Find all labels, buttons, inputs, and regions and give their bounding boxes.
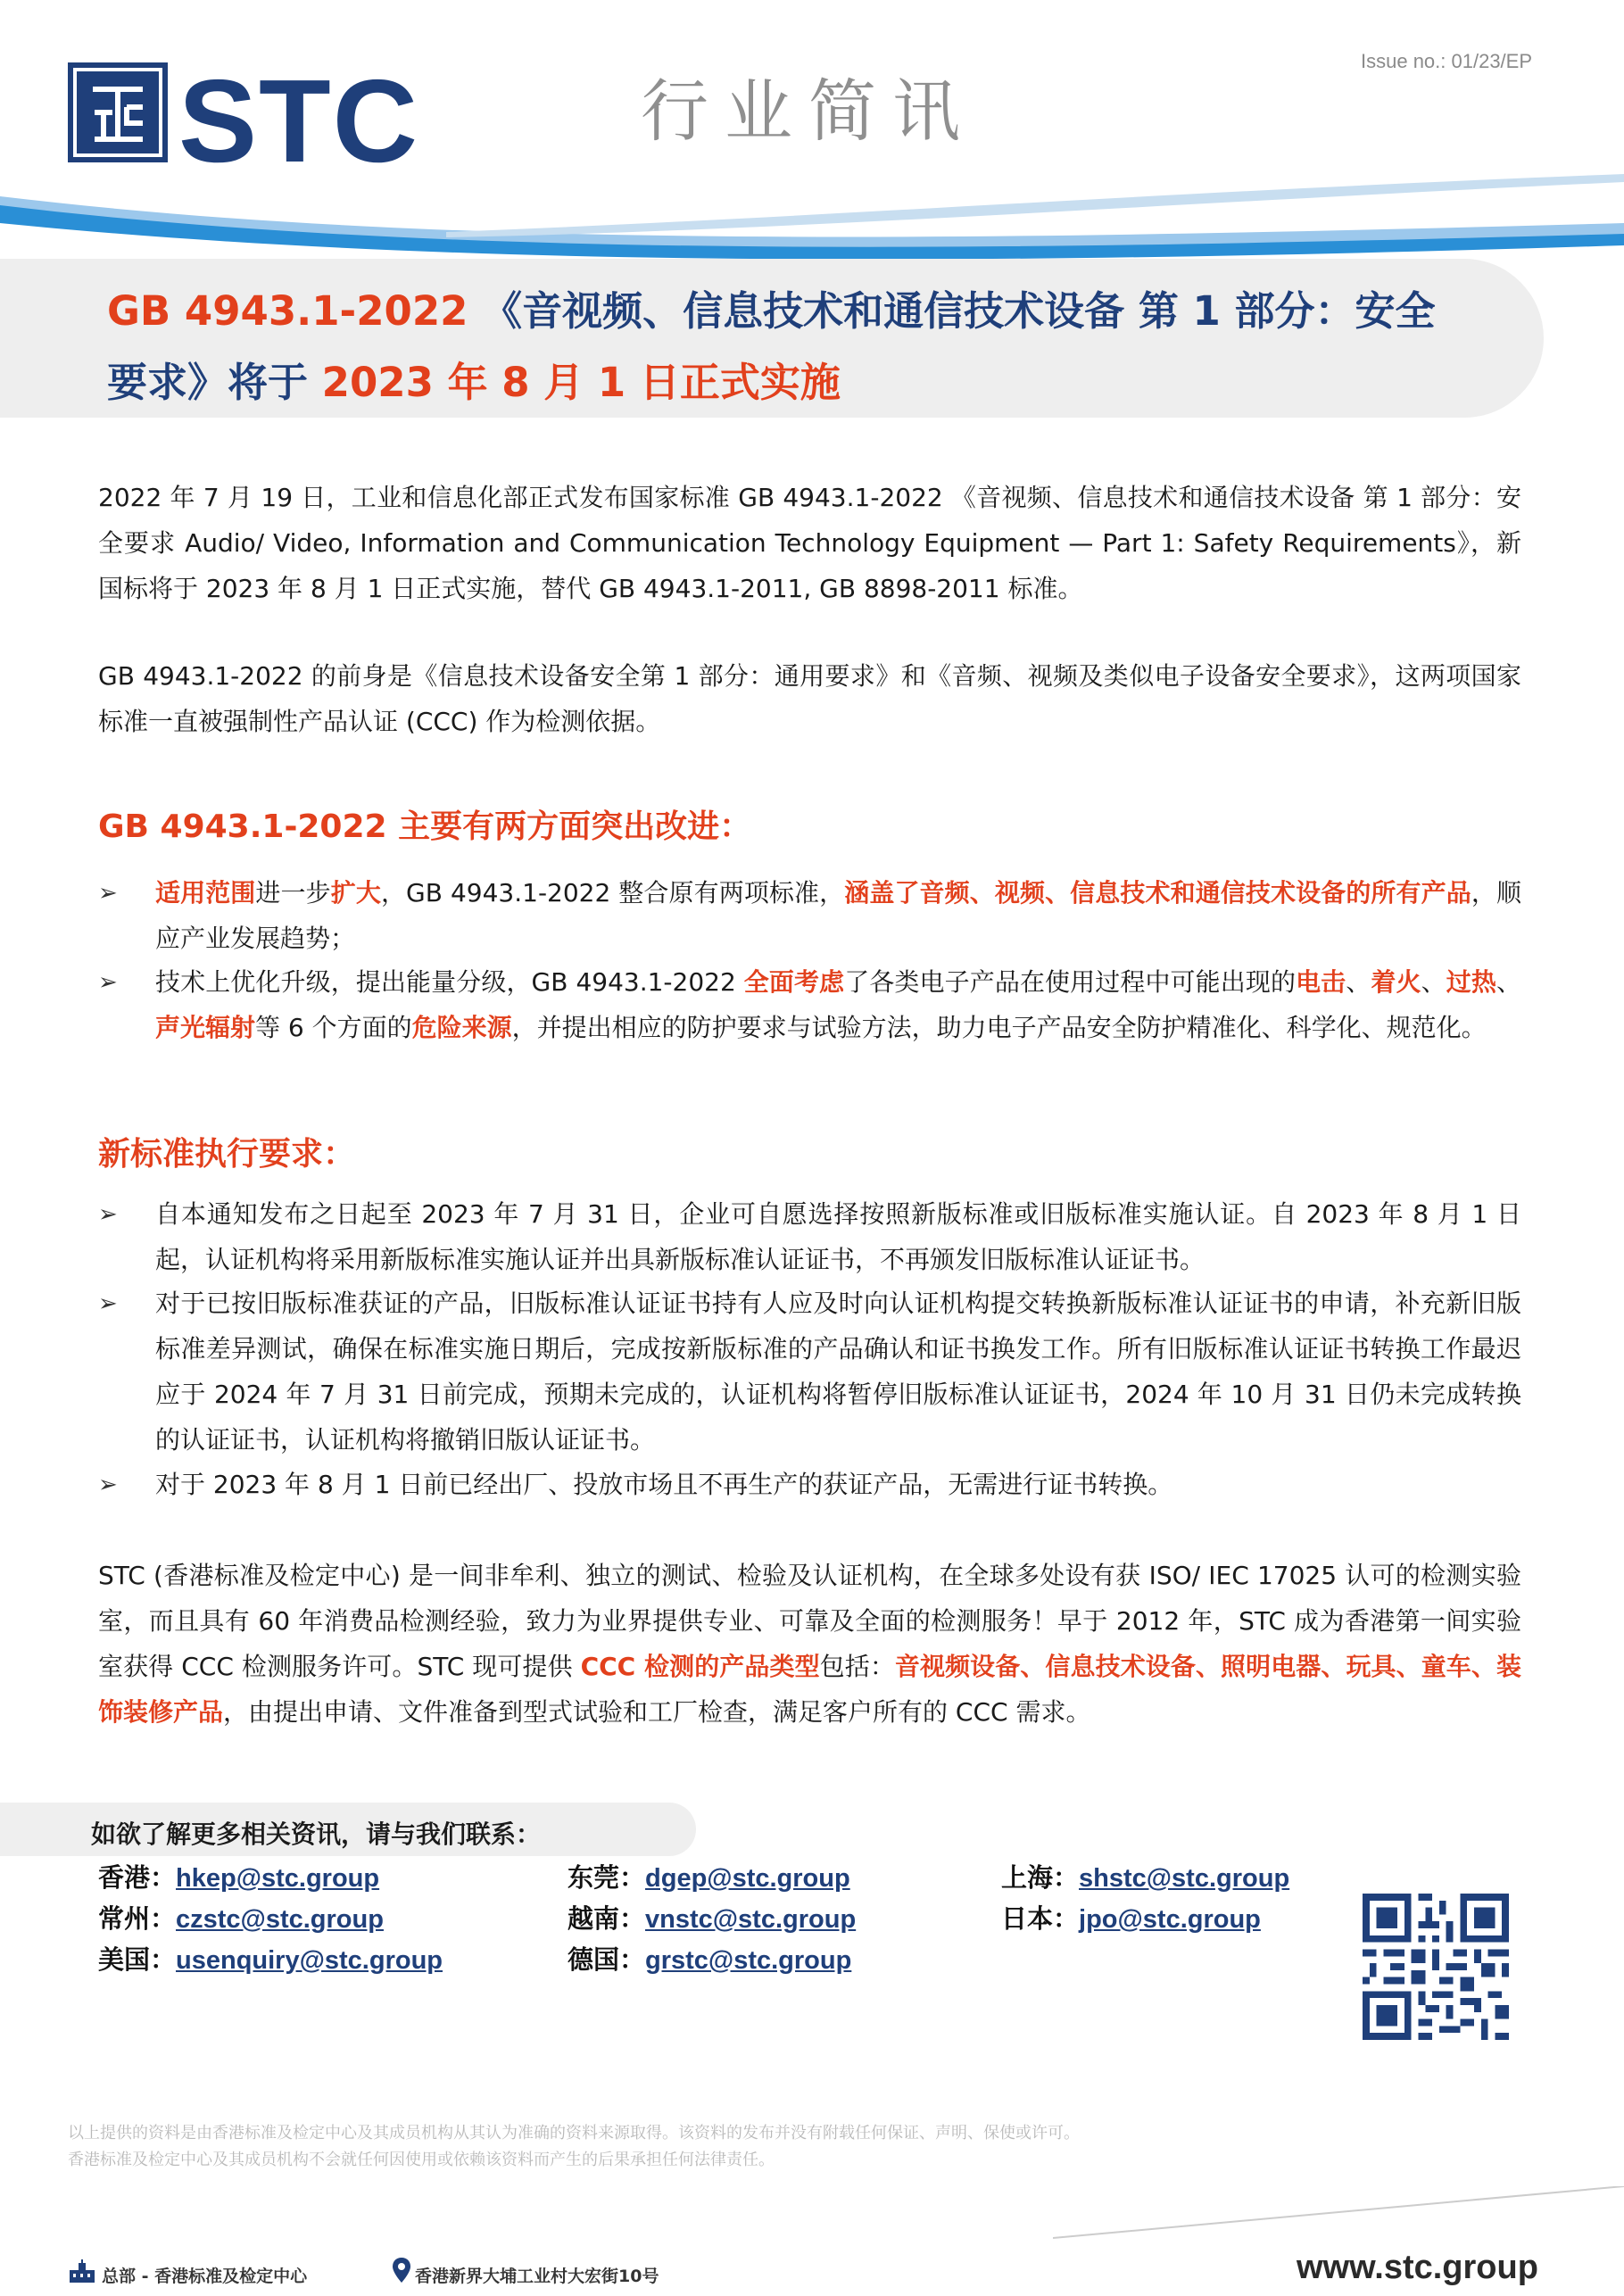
headline-part2: 要求》将于: [107, 359, 322, 406]
issue-number: Issue no.: 01/23/EP: [1361, 50, 1533, 72]
disclaimer-line-2: 香港标准及检定中心及其成员机构不会就任何因使用或依赖该资料而产生的后果承担任何法律责任。: [68, 2151, 775, 2169]
bullet-arrow-icon: ➢: [98, 879, 118, 906]
qr-code-icon: [1363, 1894, 1509, 2040]
improvement-item-2: 技术上优化升级，提出能量分级，GB 4943.1-2022 全面考虑了各类电子产品在使用过程中可能出现的电击、着火、过热、声光辐射等 6 个方面的危险来源，并提出相应的防护要求与试验方法，助力电子产品安全防护精准化、科学化、规范化。: [155, 967, 1521, 1042]
requirement-item-1: 自本通知发布之日起至 2023 年 7 月 31 日，企业可自愿选择按照新版标准或旧版标准实施认证。自 2023 年 8 月 1 日起，认证机构将采用新版标准实施认证并出具新版标准认证证书，不再颁发旧版标准认证证书。: [155, 1199, 1521, 1274]
email-link[interactable]: usenquiry@stc.group: [176, 1946, 443, 1975]
improvement-item-1: 适用范围进一步扩大，GB 4943.1-2022 整合原有两项标准，涵盖了音频、视频、信息技术和通信技术设备的所有产品，顺应产业发展趋势；: [155, 878, 1521, 953]
requirement-item-2: 对于已按旧版标准获证的产品，旧版标准认证证书持有人应及时向认证机构提交转换新版标准认证证书的申请，补充新旧版标准差异测试，确保在标准实施日期后，完成按新版标准的产品确认和证书换发工作。所有旧版标准认证证书转换工作最迟应于 2024 年 7 月 31 日前完成，预期未完成的，认证机构将暂停旧版标准认证证书，2024 年 10 月 31 日仍未完成转换的认证证书，认证机构将撤销旧版认证证书。: [155, 1289, 1521, 1455]
about-stc-paragraph: STC (香港标准及检定中心) 是一间非牟利、独立的测试、检验及认证机构，在全球多处设有获 ISO/ IEC 17025 认可的检测实验室，而且具有 60 年消费品检测经验，致力为业界提供专业、可靠及全面的检测服务！早于 2012 年，STC 成为香港第一间实验室获得 CCC 检测服务许可。STC 现可提供 CCC 检测的产品类型包括：音视频设备、信息技术设备、照明电器、玩具、童车、装饰装修产品，由提出申请、文件准备到型式试验和工厂检查，满足客户所有的 CCC 需求。: [98, 1561, 1521, 1727]
email-link[interactable]: jpo@stc.group: [1079, 1905, 1261, 1934]
requirement-item-3: 对于 2023 年 8 月 1 日前已经出厂、投放市场且不再生产的获证产品，无需进行证书转换。: [155, 1470, 1173, 1499]
contact-germany: 德国：grstc@stc.group: [568, 1944, 852, 1975]
headline-line-2: [107, 350, 841, 408]
email-link[interactable]: grstc@stc.group: [645, 1946, 852, 1975]
contact-japan: 日本：jpo@stc.group: [1001, 1903, 1261, 1934]
contact-heading: 如欲了解更多相关资讯，请与我们联系：: [91, 1819, 542, 1849]
location-pin-icon: [393, 2258, 410, 2283]
contact-changzhou: 常州：czstc@stc.group: [98, 1903, 384, 1934]
email-link[interactable]: hkep@stc.group: [176, 1864, 380, 1893]
email-link[interactable]: shstc@stc.group: [1079, 1864, 1290, 1893]
headline-line-1: [107, 278, 1435, 336]
disclaimer-line-1: 以上提供的资料是由香港标准及检定中心及其成员机构从其认为准确的资料来源取得。该资料的发布并没有附载任何保证、声明、保使或许可。: [68, 2124, 1080, 2143]
contact-hongkong: 香港：hkep@stc.group: [98, 1862, 380, 1893]
building-icon: [68, 2259, 96, 2284]
website-link[interactable]: www.stc.group: [1297, 2249, 1538, 2286]
footer-swoosh: [1053, 2186, 1624, 2240]
footer-headquarters: 总部 - 香港标准及检定中心: [102, 2267, 308, 2286]
requirements-heading: 新标准执行要求：: [98, 1136, 356, 1173]
newsletter-title: 行业简讯: [641, 71, 976, 151]
headline-standard-code: GB 4943.1-2022: [107, 287, 468, 335]
footer-address: 香港新界大埔工业村大宏街10号: [415, 2267, 659, 2286]
bullet-arrow-icon: ➢: [98, 1289, 118, 1316]
email-link[interactable]: vnstc@stc.group: [645, 1905, 857, 1934]
bullet-arrow-icon: ➢: [98, 1200, 118, 1227]
contact-usa: 美国：usenquiry@stc.group: [98, 1944, 443, 1975]
bullet-arrow-icon: ➢: [98, 968, 118, 995]
email-link[interactable]: czstc@stc.group: [176, 1905, 384, 1934]
contact-shanghai: 上海：shstc@stc.group: [1001, 1862, 1290, 1893]
improvements-heading: GB 4943.1-2022 主要有两方面突出改进：: [98, 808, 752, 845]
logo-wordmark: STC: [178, 55, 419, 186]
headline-effective-date: 2023 年 8 月 1 日正式实施: [321, 359, 841, 406]
intro-paragraph-1: 2022 年 7 月 19 日，工业和信息化部正式发布国家标准 GB 4943.1-2022 《音视频、信息技术和通信技术设备 第 1 部分：安全要求 Audio/ Video, Information and Communication Technology Equipment — Part 1: Safety Requirements》，新国标将于 2023 年 8 月 1 日正式实施，替代 GB 4943.1-2011, GB 8898-2011 标准。: [98, 483, 1521, 603]
header-swoosh: [0, 170, 1624, 268]
contact-dongguan: 东莞：dgep@stc.group: [568, 1862, 850, 1893]
contact-vietnam: 越南：vnstc@stc.group: [568, 1903, 857, 1934]
headline-standard-name: 《音视频、信息技术和通信技术设备 第 1 部分：安全: [482, 287, 1436, 335]
intro-paragraph-2: GB 4943.1-2022 的前身是《信息技术设备安全第 1 部分：通用要求》和《音频、视频及类似电子设备安全要求》，这两项国家标准一直被强制性产品认证 (CCC) 作为检测依据。: [98, 661, 1521, 736]
bullet-arrow-icon: ➢: [98, 1471, 118, 1497]
email-link[interactable]: dgep@stc.group: [645, 1864, 850, 1893]
